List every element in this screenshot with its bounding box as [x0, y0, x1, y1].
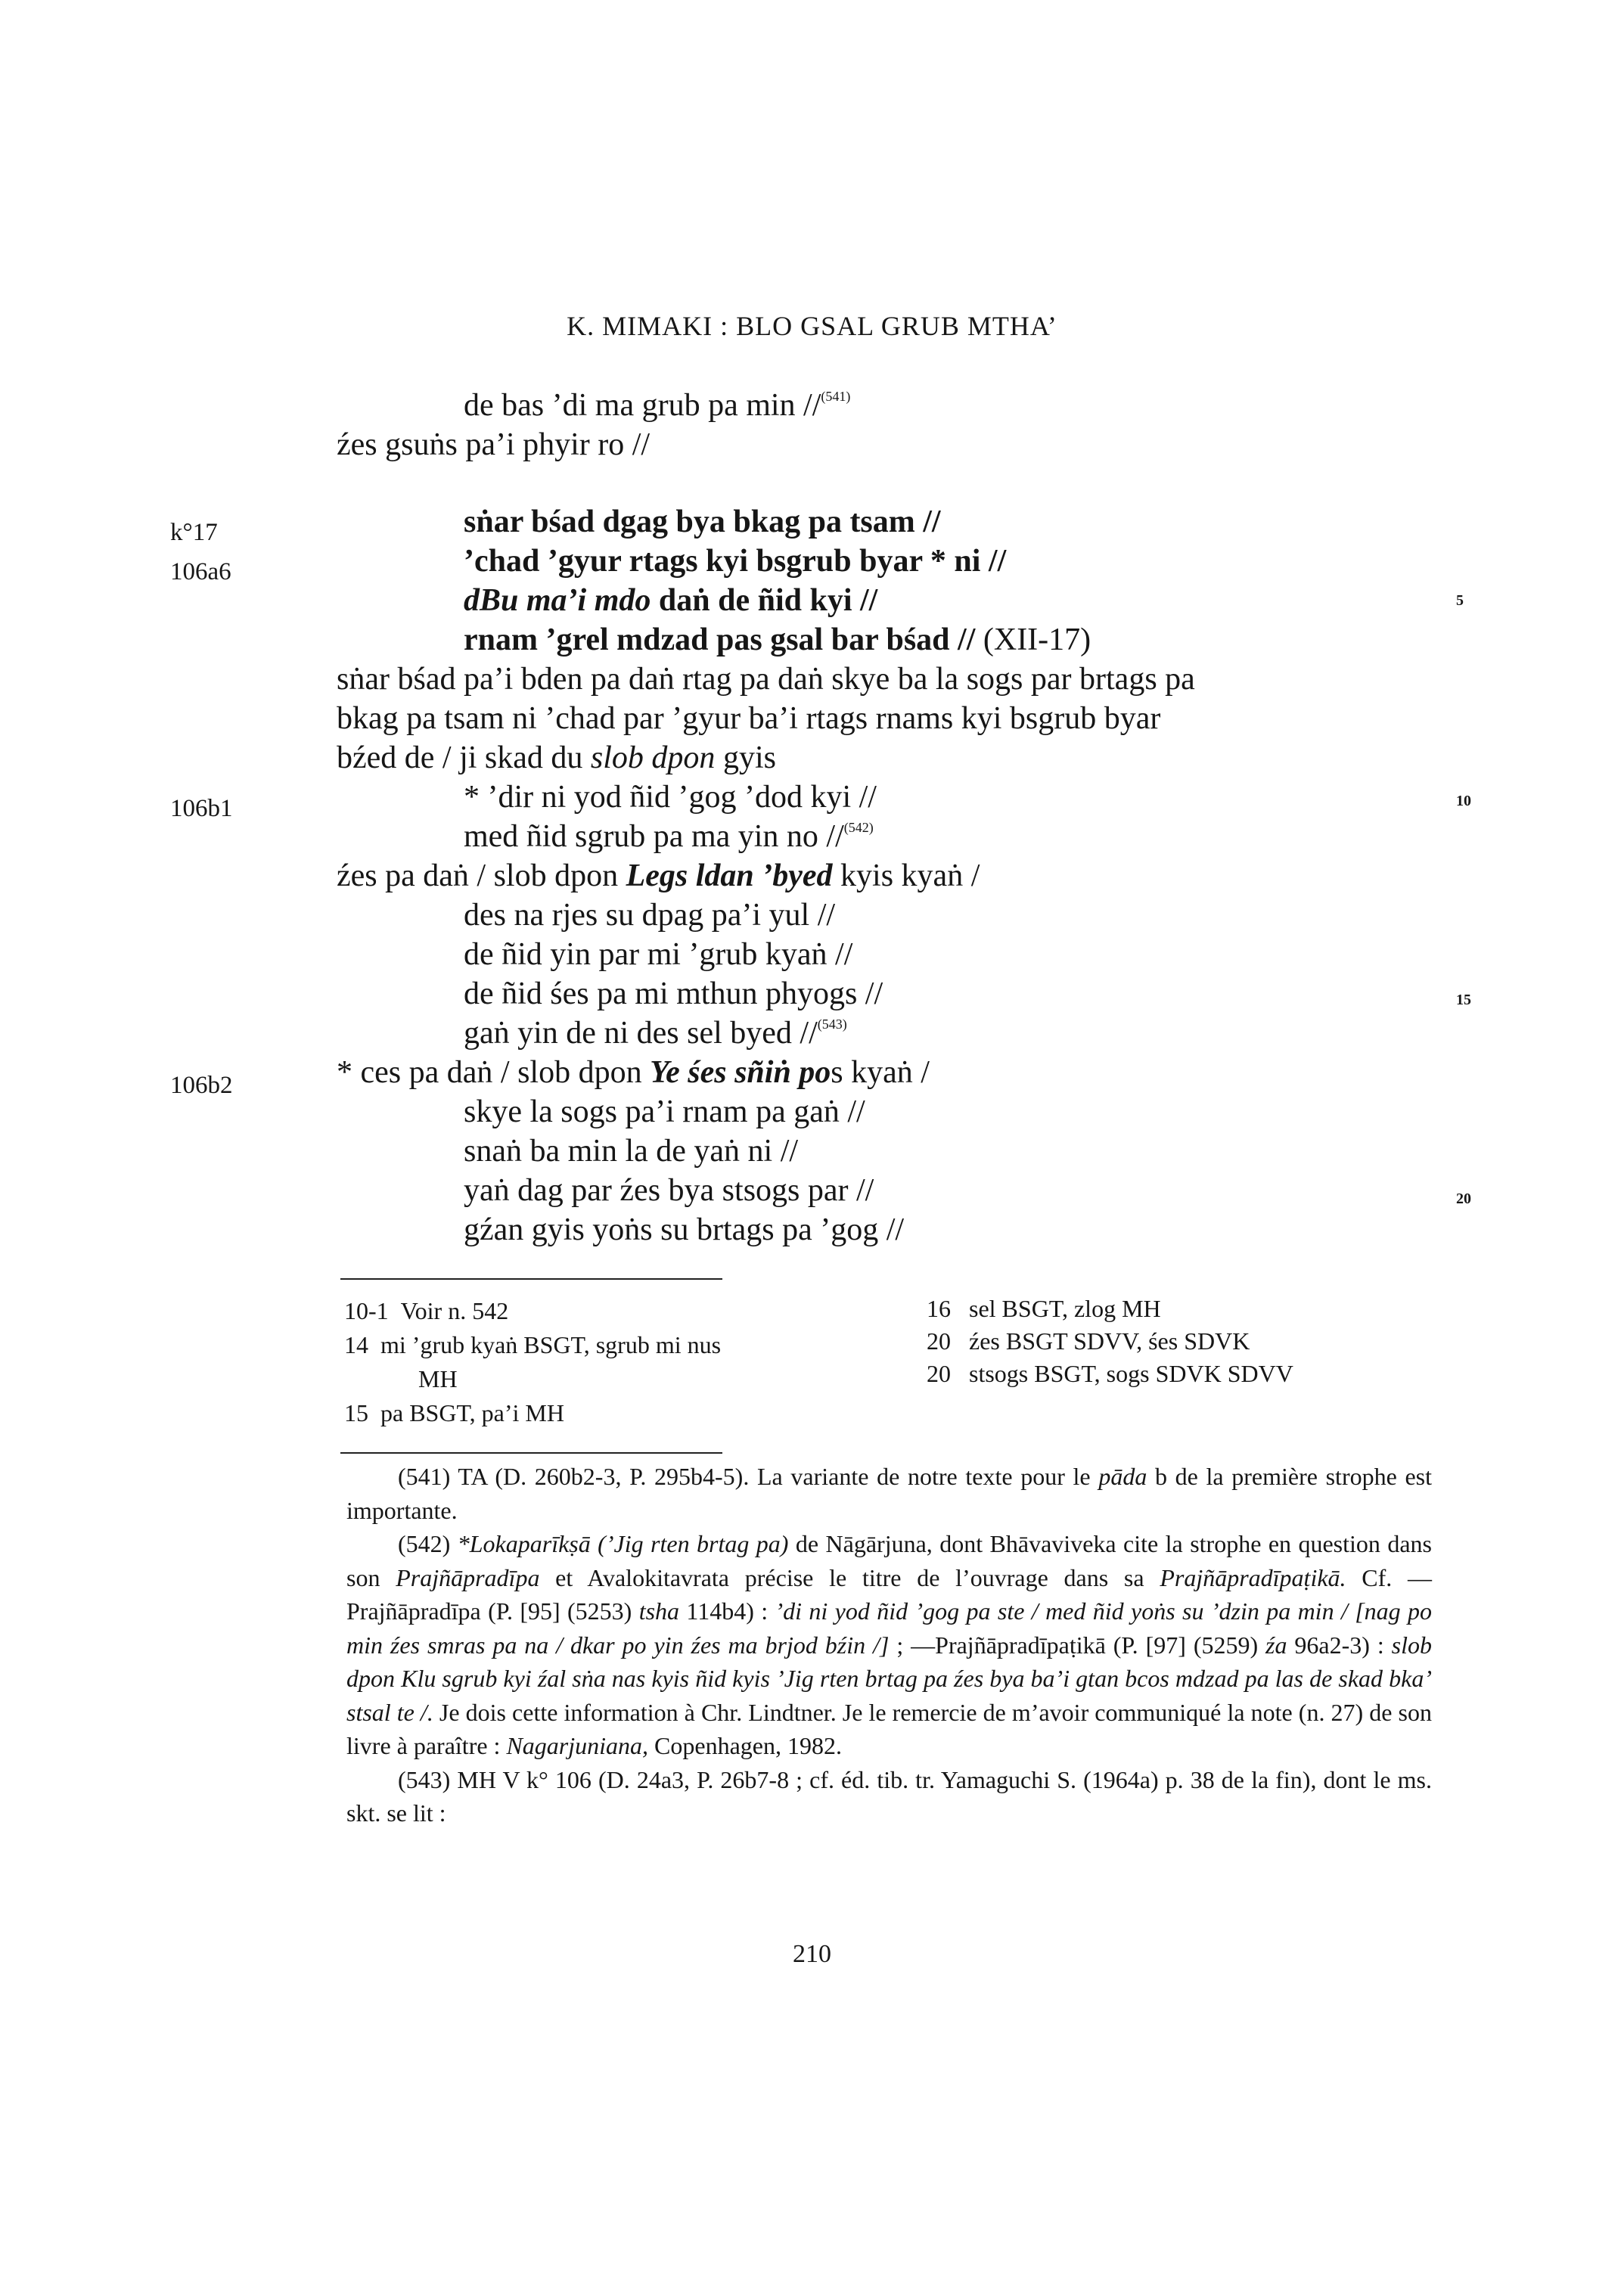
variant-right-3 [927, 1358, 1293, 1389]
prose-line-3-b: gyis [715, 740, 776, 775]
margin-ref-106a6: 106a6 [170, 558, 231, 585]
footnote-542-i1: *Lokaparīkṣā (’Jig rten brtag pa) [457, 1530, 789, 1557]
stanza-line-3: de ñid śes pa mi mthun phyogs // [464, 976, 883, 1011]
variant-text: sel BSGT, zlog MH [969, 1295, 1161, 1322]
variant-right-1 [927, 1293, 1161, 1324]
prose-line-5 [337, 1053, 930, 1092]
verse-line-4-content: rnam ’grel mdzad pas gsal bar bśad // [464, 622, 976, 657]
author-name-ye-ses-snin-po: Ye śes sñiṅ po [650, 1055, 831, 1090]
variant-ref: 15 [344, 1399, 368, 1426]
variant-ref: 20 [927, 1327, 951, 1355]
stanza2-line-1: skye la sogs pa’i rnam pa gaṅ // [464, 1094, 865, 1129]
prose-line-3-italic: slob dpon [590, 740, 716, 775]
variant-ref: 14 [344, 1331, 368, 1358]
verse-line-3-title: dBu ma’i mdo [464, 583, 651, 618]
variant-ref: 20 [927, 1360, 951, 1387]
variant-ref: 10-1 [344, 1297, 389, 1324]
line-number-15: 15 [1456, 992, 1471, 1008]
prose-line-5-c: s kyaṅ / [831, 1055, 930, 1090]
variant-left-1 [344, 1296, 508, 1326]
line-number-10: 10 [1456, 793, 1471, 809]
verse-line-3-rest: daṅ de ñid kyi // [651, 583, 878, 618]
footnote-542-g: 96a2-3) : [1287, 1631, 1392, 1659]
quote-line-1: * ’dir ni yod ñid ’gog ’dod kyi // [464, 780, 877, 815]
variant-left-3: MH [418, 1365, 458, 1392]
footnote-542-h: Je dois cette information à Chr. Lindtner. Je le remercie de m’avoir communiqué la note (n. 27) de son livre à paraître : [346, 1698, 1433, 1759]
variant-text: stsogs BSGT, sogs SDVK SDVV [969, 1360, 1293, 1387]
footnote-542-i8: Nagarjuniana, [506, 1732, 649, 1759]
prose-line-3 [337, 738, 776, 778]
footnote-542-a: (542) [398, 1530, 458, 1557]
variant-text: Voir n. 542 [400, 1297, 509, 1324]
apparatus-rule [340, 1278, 722, 1280]
prose-line-4-a: źes pa daṅ / slob dpon [337, 858, 626, 893]
margin-ref-106b2: 106b2 [170, 1072, 233, 1099]
footnote-542-i2: Prajñāpradīpa [396, 1563, 540, 1591]
author-name-legs-ldan-byed: Legs ldan ’byed [626, 858, 833, 893]
text-line-1-content: de bas ’di ma grub pa min // [464, 388, 821, 423]
verse-tag-xii-17: (XII-17) [975, 622, 1091, 657]
footnote-541-a: (541) TA (D. 260b2-3, P. 295b4-5). La variante de notre texte pour le [398, 1463, 1099, 1490]
footnote-542-e: 114b4) : [679, 1597, 775, 1625]
footnote-542-i5: ’di ni yod ñid ’gog pa ste / med ñid yoṅs su ’dzin pa min / [nag po min źes smras pa na / dkar po yin źes ma brjod bźin /] [346, 1597, 1433, 1659]
variant-left-2 [344, 1330, 721, 1360]
footnote-542-d: Cf. —Prajñāpradīpa (P. [95] (5253) [346, 1563, 1433, 1625]
note-ref-542: (542) [843, 820, 874, 835]
verse-line-2: ’chad ’gyur rtags kyi bsgrub byar * ni // [464, 544, 1007, 579]
footnote-rule [340, 1452, 722, 1454]
variant-text: pa BSGT, pa’i MH [380, 1399, 564, 1426]
verse-line-1: sṅar bśad dgag bya bkag pa tsam // [464, 504, 941, 539]
footnote-541-italic: pāda [1098, 1463, 1147, 1490]
footnote-542-c: et Avalokitavrata précise le titre de l’ouvrage dans sa [539, 1563, 1160, 1591]
page-number: 210 [793, 1940, 831, 1968]
line-number-20: 20 [1456, 1190, 1471, 1207]
stanza2-line-3: yaṅ dag par źes bya stsogs par // [464, 1173, 874, 1208]
stanza2-line-4: gźan gyis yoṅs su brtags pa ’gog // [464, 1212, 905, 1247]
quote-line-2 [464, 817, 874, 856]
variant-text: mi ’grub kyaṅ BSGT, sgrub mi nus [380, 1331, 722, 1358]
stanza-line-4 [464, 1014, 847, 1053]
variant-left-4 [344, 1398, 564, 1428]
prose-line-1: sṅar bśad pa’i bden pa daṅ rtag pa daṅ skye ba la sogs par brtags pa [337, 662, 1195, 697]
variant-text: źes BSGT SDVV, śes SDVK [969, 1327, 1250, 1355]
note-ref-543: (543) [817, 1017, 847, 1032]
footnote-542-f: ; —Prajñāpradīpaṭikā (P. [97] (5259) [889, 1631, 1266, 1659]
prose-line-5-a: * ces pa daṅ / slob dpon [337, 1055, 651, 1090]
footnote-542-b: de Nāgārjuna, dont Bhāvaviveka cite la strophe en question dans son [346, 1530, 1433, 1591]
footnotes [346, 1460, 1432, 1830]
line-number-5: 5 [1456, 592, 1464, 609]
note-ref-541: (541) [821, 389, 851, 404]
text-line-2: źes gsuṅs pa’i phyir ro // [337, 427, 651, 462]
stanza2-line-2: snaṅ ba min la de yaṅ ni // [464, 1134, 799, 1169]
stanza-line-4-content: gaṅ yin de ni des sel byed // [464, 1016, 818, 1051]
margin-ref-k17: k°17 [170, 519, 218, 546]
verse-line-4 [464, 620, 1091, 660]
footnote-541 [346, 1460, 1432, 1527]
margin-ref-106b1: 106b1 [170, 795, 233, 822]
running-header: K. MIMAKI : BLO GSAL GRUB MTHA’ [567, 311, 1057, 341]
footnote-541-b: b de la première strophe est importante. [346, 1463, 1433, 1524]
variant-ref: 16 [927, 1295, 951, 1322]
footnote-542-i3: Prajñāpradīpaṭikā. [1160, 1563, 1346, 1591]
prose-line-2: bkag pa tsam ni ’chad par ’gyur ba’i rtags rnams kyi bsgrub byar [337, 701, 1161, 736]
text-line-1 [464, 386, 850, 425]
footnote-542-j: Copenhagen, 1982. [648, 1732, 842, 1759]
footnote-542 [346, 1527, 1432, 1763]
prose-line-3-a: bźed de / ji skad du [337, 740, 591, 775]
stanza-line-1: des na rjes su dpag pa’i yul // [464, 898, 836, 933]
footnote-542-i6: źa [1265, 1631, 1287, 1659]
stanza-line-2: de ñid yin par mi ’grub kyaṅ // [464, 937, 853, 972]
prose-line-4-c: kyis kyaṅ / [832, 858, 980, 893]
footnote-543: (543) MH V k° 106 (D. 24a3, P. 26b7-8 ; cf. éd. tib. tr. Yamaguchi S. (1964a) p. 38 de la fin), dont le ms. skt. se lit : [346, 1765, 1432, 1827]
verse-line-3 [464, 581, 877, 620]
footnote-542-i4: tsha [638, 1597, 680, 1625]
prose-line-4 [337, 856, 980, 896]
quote-line-2-content: med ñid sgrub pa ma yin no // [464, 819, 844, 854]
variant-right-2 [927, 1326, 1250, 1356]
footnote-542-i7: slob dpon Klu sgrub kyi źal sṅa nas kyis ñid kyis ’Jig rten brtag pa źes bya ba’i gtan bcos mdzad pa las de skad bka’ stsal te /. [346, 1631, 1433, 1726]
